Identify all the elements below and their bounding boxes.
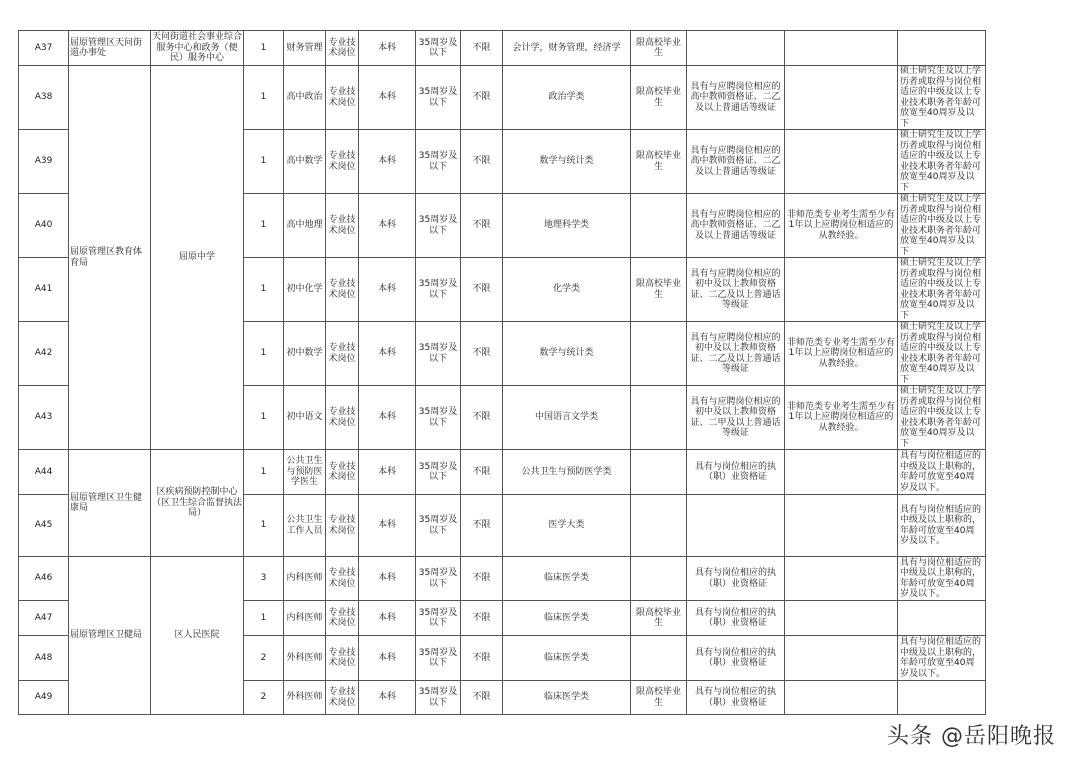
cell-unit: 屈原中学 (151, 66, 244, 450)
cell-edu: 本科 (359, 66, 416, 130)
cell-age: 35周岁及以下 (416, 31, 461, 66)
cell-count: 2 (244, 636, 284, 681)
cell-unit: 区人民医院 (151, 557, 244, 715)
cell-position: 高中地理 (284, 194, 326, 258)
cell-code: A43 (19, 386, 69, 450)
cell-gender: 不限 (461, 31, 503, 66)
cell-code: A48 (19, 636, 69, 681)
cell-count: 1 (244, 130, 284, 194)
cell-gender: 不限 (461, 258, 503, 322)
cell-edu: 本科 (359, 681, 416, 715)
cell-count: 1 (244, 31, 284, 66)
cell-edu: 本科 (359, 495, 416, 557)
cell-code: A44 (19, 450, 69, 495)
cell-exp: 非师范类专业考生需至少有1年以上应聘岗位相适应的从教经验。 (785, 322, 898, 386)
cell-exp (785, 681, 898, 715)
cell-other: 限高校毕业生 (631, 130, 687, 194)
cell-position: 高中数学 (284, 130, 326, 194)
cell-other (631, 322, 687, 386)
cell-count: 1 (244, 194, 284, 258)
cell-unit: 区疾病预防控制中心（区卫生综合监督执法局） (151, 450, 244, 557)
cell-type: 专业技术岗位 (326, 322, 359, 386)
cell-notes: 具有与岗位相适应的中级及以上职称的，年龄可放宽至40周岁及以下。 (898, 557, 986, 601)
recruitment-table (18, 30, 986, 715)
cell-position: 高中政治 (284, 66, 326, 130)
cell-count: 1 (244, 601, 284, 636)
cell-position: 初中化学 (284, 258, 326, 322)
cell-major: 数学与统计类 (503, 322, 631, 386)
cell-qual: 具有与应聘岗位相应的初中及以上教师资格证、二乙及以上普通话等级证 (687, 258, 785, 322)
cell-major: 数学与统计类 (503, 130, 631, 194)
cell-exp: 非师范类专业考生需至少有1年以上应聘岗位相适应的从教经验。 (785, 194, 898, 258)
cell-notes: 硕士研究生及以上学历者或取得与岗位相适应的中级及以上专业技术职务者年龄可放宽至40周岁及以下 (898, 258, 986, 322)
cell-qual: 具有与应聘岗位相应的初中及以上教师资格证、二乙及以上普通话等级证 (687, 322, 785, 386)
cell-code: A46 (19, 557, 69, 601)
cell-gender: 不限 (461, 66, 503, 130)
cell-exp (785, 31, 898, 66)
cell-type: 专业技术岗位 (326, 258, 359, 322)
cell-position: 初中语文 (284, 386, 326, 450)
cell-other: 限高校毕业生 (631, 601, 687, 636)
cell-qual: 具有与应聘岗位相应的高中教师资格证、二乙及以上普通话等级证 (687, 66, 785, 130)
cell-major: 会计学，财务管理，经济学 (503, 31, 631, 66)
cell-notes (898, 681, 986, 715)
cell-count: 1 (244, 495, 284, 557)
cell-notes: 硕士研究生及以上学历者或取得与岗位相适应的中级及以上专业技术职务者年龄可放宽至40周岁及以下 (898, 130, 986, 194)
cell-exp (785, 130, 898, 194)
cell-qual: 具有与应聘岗位相应的高中教师资格证、二乙及以上普通话等级证 (687, 130, 785, 194)
cell-exp (785, 66, 898, 130)
cell-code: A42 (19, 322, 69, 386)
cell-count: 1 (244, 66, 284, 130)
cell-gender: 不限 (461, 130, 503, 194)
cell-unit: 天问街道社会事业综合服务中心和政务（便民）服务中心 (151, 31, 244, 66)
cell-exp (785, 601, 898, 636)
cell-code: A38 (19, 66, 69, 130)
cell-gender: 不限 (461, 450, 503, 495)
cell-type: 专业技术岗位 (326, 601, 359, 636)
cell-edu: 本科 (359, 322, 416, 386)
cell-age: 35周岁及以下 (416, 495, 461, 557)
cell-major: 医学大类 (503, 495, 631, 557)
cell-age: 35周岁及以下 (416, 386, 461, 450)
cell-gender: 不限 (461, 601, 503, 636)
cell-code: A37 (19, 31, 69, 66)
cell-department: 屈原管理区教育体育局 (69, 66, 151, 450)
cell-exp (785, 495, 898, 557)
cell-gender: 不限 (461, 194, 503, 258)
table-row (19, 31, 986, 66)
cell-major: 临床医学类 (503, 681, 631, 715)
cell-qual: 具有与应聘岗位相应的高中教师资格证、二乙及以上普通话等级证 (687, 194, 785, 258)
cell-major: 政治学类 (503, 66, 631, 130)
cell-other (631, 450, 687, 495)
cell-type: 专业技术岗位 (326, 386, 359, 450)
cell-code: A39 (19, 130, 69, 194)
cell-type: 专业技术岗位 (326, 130, 359, 194)
cell-other: 限高校毕业生 (631, 681, 687, 715)
cell-age: 35周岁及以下 (416, 450, 461, 495)
cell-other (631, 386, 687, 450)
cell-department: 屈原管理区卫健局 (69, 557, 151, 715)
cell-type: 专业技术岗位 (326, 681, 359, 715)
cell-notes: 硕士研究生及以上学历者或取得与岗位相适应的中级及以上专业技术职务者年龄可放宽至40周岁及以下 (898, 322, 986, 386)
cell-notes: 具有与岗位相适应的中级及以上职称的，年龄可放宽至40周岁及以下。 (898, 450, 986, 495)
table-row (19, 450, 986, 495)
cell-notes: 具有与岗位相适应的中级及以上职称的，年龄可放宽至40周岁及以下。 (898, 636, 986, 681)
cell-gender: 不限 (461, 322, 503, 386)
cell-qual: 具有与岗位相应的执（职）业资格证 (687, 557, 785, 601)
cell-age: 35周岁及以下 (416, 258, 461, 322)
cell-notes: 硕士研究生及以上学历者或取得与岗位相适应的中级及以上专业技术职务者年龄可放宽至40周岁及以下 (898, 386, 986, 450)
cell-notes: 硕士研究生及以上学历者或取得与岗位相适应的中级及以上专业技术职务者年龄可放宽至40周岁及以下 (898, 194, 986, 258)
cell-count: 2 (244, 681, 284, 715)
table-row (19, 557, 986, 601)
cell-notes (898, 601, 986, 636)
cell-major: 化学类 (503, 258, 631, 322)
cell-type: 专业技术岗位 (326, 66, 359, 130)
cell-count: 1 (244, 450, 284, 495)
cell-age: 35周岁及以下 (416, 601, 461, 636)
cell-age: 35周岁及以下 (416, 194, 461, 258)
cell-type: 专业技术岗位 (326, 31, 359, 66)
cell-qual: 具有与岗位相应的执（职）业资格证 (687, 636, 785, 681)
cell-edu: 本科 (359, 450, 416, 495)
cell-gender: 不限 (461, 636, 503, 681)
cell-type: 专业技术岗位 (326, 636, 359, 681)
cell-position: 公共卫生与预防医学医生 (284, 450, 326, 495)
cell-exp (785, 258, 898, 322)
cell-position: 外科医师 (284, 636, 326, 681)
cell-other (631, 194, 687, 258)
cell-count: 1 (244, 258, 284, 322)
cell-gender: 不限 (461, 681, 503, 715)
cell-exp (785, 557, 898, 601)
cell-code: A49 (19, 681, 69, 715)
cell-gender: 不限 (461, 557, 503, 601)
cell-other (631, 495, 687, 557)
cell-major: 中国语言文学类 (503, 386, 631, 450)
cell-edu: 本科 (359, 130, 416, 194)
cell-position: 内科医师 (284, 557, 326, 601)
cell-age: 35周岁及以下 (416, 322, 461, 386)
cell-age: 35周岁及以下 (416, 557, 461, 601)
cell-qual: 具有与岗位相应的执（职）业资格证 (687, 450, 785, 495)
cell-gender: 不限 (461, 386, 503, 450)
cell-code: A45 (19, 495, 69, 557)
cell-exp: 非师范类专业考生需至少有1年以上应聘岗位相适应的从教经验。 (785, 386, 898, 450)
cell-qual: 具有与岗位相应的执（职）业资格证 (687, 681, 785, 715)
cell-count: 1 (244, 386, 284, 450)
cell-position: 公共卫生工作人员 (284, 495, 326, 557)
cell-other (631, 636, 687, 681)
cell-major: 临床医学类 (503, 601, 631, 636)
cell-gender: 不限 (461, 495, 503, 557)
cell-edu: 本科 (359, 258, 416, 322)
cell-edu: 本科 (359, 601, 416, 636)
cell-major: 公共卫生与预防医学类 (503, 450, 631, 495)
cell-other (631, 557, 687, 601)
cell-qual: 具有与应聘岗位相应的初中及以上教师资格证、二甲及以上普通话等级证 (687, 386, 785, 450)
cell-position: 内科医师 (284, 601, 326, 636)
cell-type: 专业技术岗位 (326, 450, 359, 495)
cell-other: 限高校毕业生 (631, 258, 687, 322)
cell-edu: 本科 (359, 194, 416, 258)
cell-position: 外科医师 (284, 681, 326, 715)
cell-other: 限高校毕业生 (631, 66, 687, 130)
cell-edu: 本科 (359, 386, 416, 450)
cell-major: 临床医学类 (503, 557, 631, 601)
cell-exp (785, 450, 898, 495)
cell-code: A47 (19, 601, 69, 636)
cell-edu: 本科 (359, 557, 416, 601)
cell-qual (687, 495, 785, 557)
cell-edu: 本科 (359, 31, 416, 66)
cell-edu: 本科 (359, 636, 416, 681)
cell-notes (898, 31, 986, 66)
cell-qual (687, 31, 785, 66)
cell-type: 专业技术岗位 (326, 557, 359, 601)
cell-department: 屈原管理区卫生健康局 (69, 450, 151, 557)
cell-exp (785, 636, 898, 681)
cell-notes: 具有与岗位相适应的中级及以上职称的，年龄可放宽至40周岁及以下。 (898, 495, 986, 557)
cell-code: A41 (19, 258, 69, 322)
cell-other: 限高校毕业生 (631, 31, 687, 66)
watermark: 头条 @岳阳晚报 (887, 724, 1056, 749)
cell-code: A40 (19, 194, 69, 258)
cell-notes: 硕士研究生及以上学历者或取得与岗位相适应的中级及以上专业技术职务者年龄可放宽至40周岁及以下 (898, 66, 986, 130)
cell-age: 35周岁及以下 (416, 636, 461, 681)
cell-count: 3 (244, 557, 284, 601)
table-row (19, 66, 986, 130)
cell-major: 地理科学类 (503, 194, 631, 258)
cell-position: 财务管理 (284, 31, 326, 66)
cell-position: 初中数学 (284, 322, 326, 386)
cell-age: 35周岁及以下 (416, 66, 461, 130)
cell-age: 35周岁及以下 (416, 130, 461, 194)
cell-qual: 具有与岗位相应的执（职）业资格证 (687, 601, 785, 636)
cell-major: 临床医学类 (503, 636, 631, 681)
cell-age: 35周岁及以下 (416, 681, 461, 715)
cell-type: 专业技术岗位 (326, 495, 359, 557)
cell-type: 专业技术岗位 (326, 194, 359, 258)
cell-department: 屈原管理区天问街道办事处 (69, 31, 151, 66)
cell-count: 1 (244, 322, 284, 386)
